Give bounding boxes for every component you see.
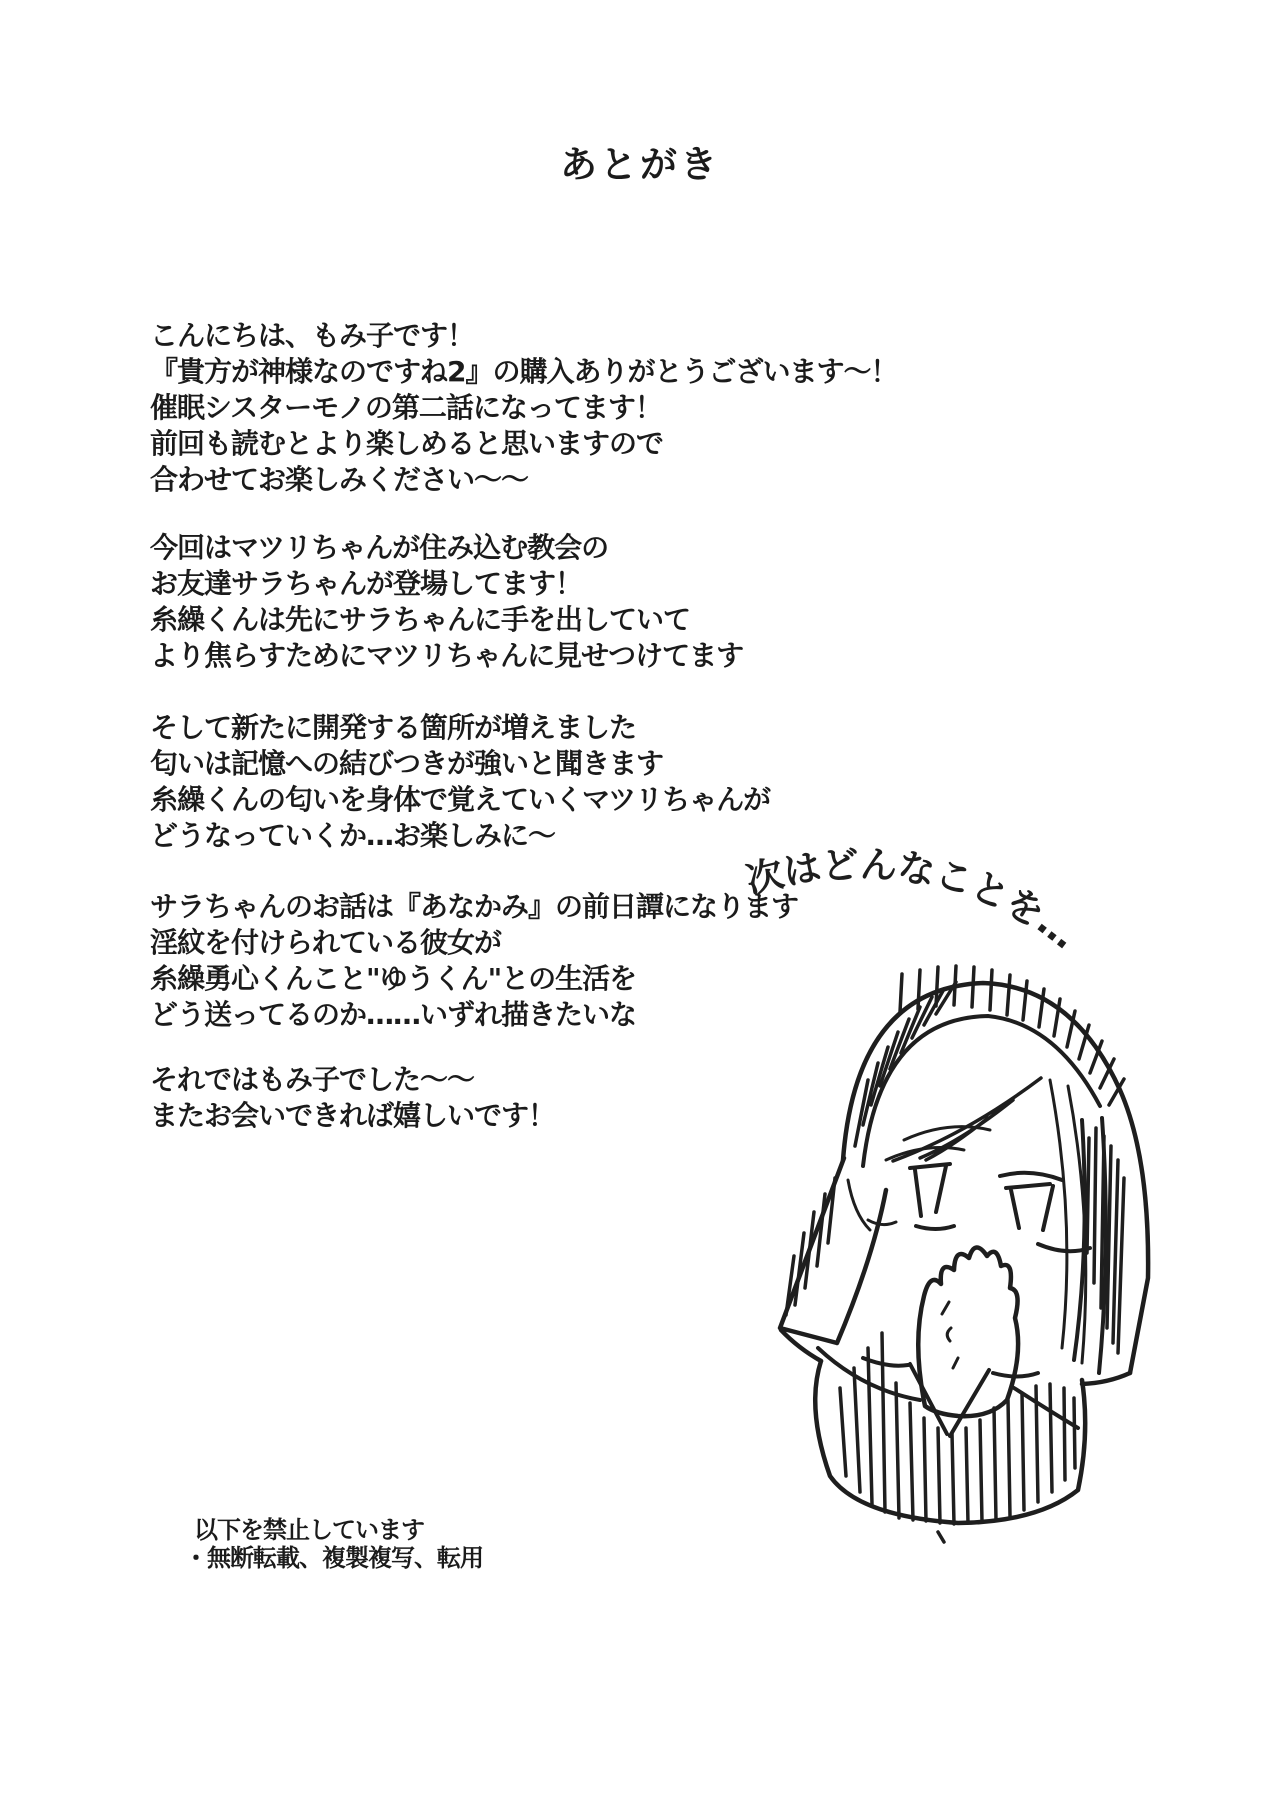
paragraph-story: [150, 530, 743, 674]
cheek-mouth-lines: [848, 1180, 896, 1230]
text-line: それではもみ子でした〜〜: [150, 1063, 475, 1096]
text-line: どう送ってるのか……いずれ描きたいな: [150, 998, 637, 1031]
hand-detail-marks: [942, 1302, 958, 1368]
text-line: サラちゃんのお話は『あなかみ』の前日譚になります: [150, 890, 799, 923]
text-line: 淫紋を付けられている彼女が: [150, 926, 502, 959]
copyright-notice: [184, 1516, 483, 1572]
collar-v: [863, 1358, 1038, 1436]
text-line: 合わせてお楽しみください〜〜: [150, 463, 529, 496]
text-line: 今回はマツリちゃんが住み込む教会の: [150, 531, 609, 564]
stray-tick-mark: [938, 1532, 944, 1542]
text-line: 前回も読むとより楽しめると思いますので: [150, 427, 664, 460]
text-line: 糸繰くんは先にサラちゃんに手を出していて: [150, 603, 691, 636]
footer-line: 以下を禁止しています: [194, 1516, 424, 1544]
text-line: どうなっていくか…お楽しみに〜: [150, 819, 556, 852]
page-title: あとがき: [560, 143, 720, 186]
text-line: 催眠シスターモノの第二話になってます！: [150, 391, 662, 424]
text-line: より焦らすためにマツリちゃんに見せつけてます: [150, 639, 744, 672]
nun-character-sketch: [658, 828, 1178, 1548]
left-eye: [910, 1164, 954, 1229]
veil-inner-line: [863, 1016, 1100, 1166]
bangs: [893, 1078, 1041, 1161]
footer-line: ・無断転載、複製複写、転用: [184, 1544, 483, 1572]
text-line: こんにちは、もみ子です！: [150, 319, 475, 352]
text-line: そして新たに開発する箇所が増えました: [150, 711, 637, 744]
text-line: 糸繰くんの匂いを身体で覚えていくマツリちゃんが: [150, 783, 771, 816]
sketch-note-text: 次はどんなことを…: [741, 842, 1086, 958]
paragraph-greeting: [150, 318, 898, 498]
text-line: 匂いは記憶への結びつきが強いと聞きます: [150, 747, 664, 780]
right-eye: [1000, 1173, 1090, 1251]
text-line: 『貴方が神様なのですね2』の購入ありがとうございます〜！: [150, 355, 898, 388]
text-line: お友達サラちゃんが登場してます！: [150, 567, 583, 600]
text-line: 糸繰勇心くんこと"ゆうくん"との生活を: [150, 962, 637, 995]
praying-hands: [918, 1247, 1018, 1416]
text-line: またお会いできれば嬉しいです！: [150, 1099, 556, 1132]
paragraph-closing: [150, 1062, 555, 1134]
